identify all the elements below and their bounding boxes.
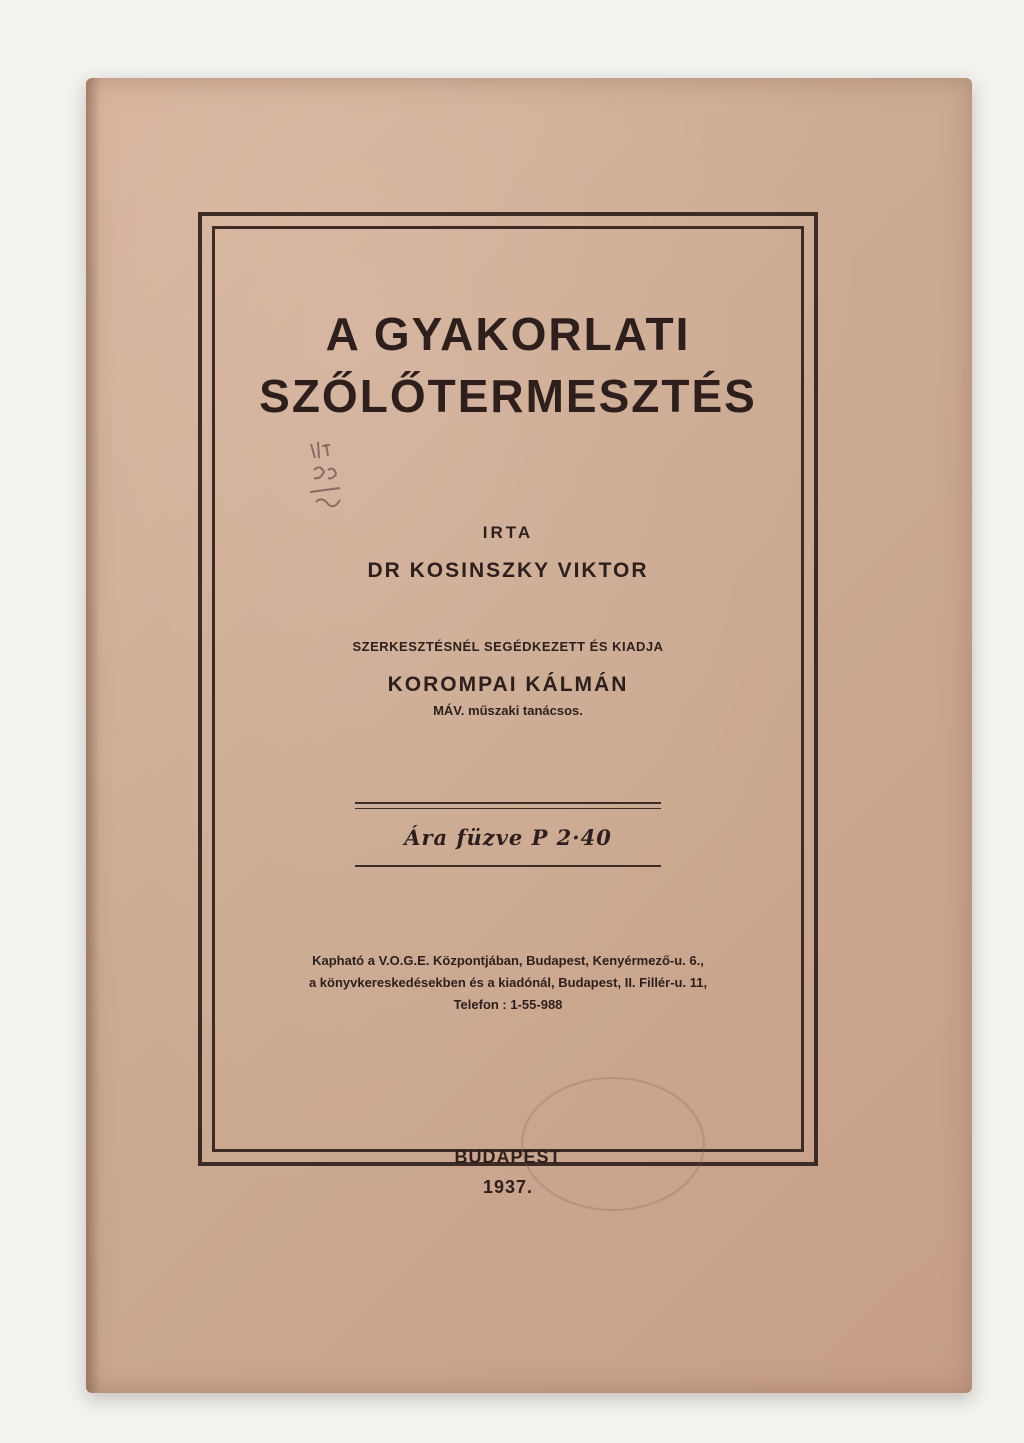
by-label: IRTA — [482, 523, 534, 542]
inner-border — [212, 226, 804, 1197]
double-border-frame — [198, 212, 818, 1197]
price-rule-top-thin — [355, 808, 661, 809]
publication-city: BUDAPEST — [454, 1147, 562, 1167]
price-rule-bottom — [355, 865, 661, 867]
availability-line-2: a könyvkereskedésekben és a kiadónál, Budapest, II. Fillér-u. 11, — [308, 975, 708, 990]
spine-edge — [86, 78, 100, 1393]
book-cover — [86, 78, 972, 1393]
author-name: DR KOSINSZKY VIKTOR — [367, 559, 649, 582]
publisher-name: KOROMPAI KÁLMÁN — [387, 673, 629, 696]
availability-line-3: Telefon : 1-55-988 — [453, 997, 563, 1012]
price-text: Ára füzve P 2·40 — [404, 825, 612, 850]
editor-note: SZERKESZTÉSNÉL SEGÉDKEZETT ÉS KIADJA — [352, 639, 664, 654]
title-line-1: A GYAKORLATI — [325, 308, 691, 360]
availability-line-1: Kapható a V.O.G.E. Központjában, Budapest, Kenyérmező-u. 6., — [312, 953, 704, 968]
publisher-title: MÁV. műszaki tanácsos. — [433, 703, 583, 718]
price-rule-top — [355, 802, 661, 804]
publication-year: 1937. — [482, 1177, 534, 1197]
title-line-2: SZŐLŐTERMESZTÉS — [259, 370, 757, 422]
